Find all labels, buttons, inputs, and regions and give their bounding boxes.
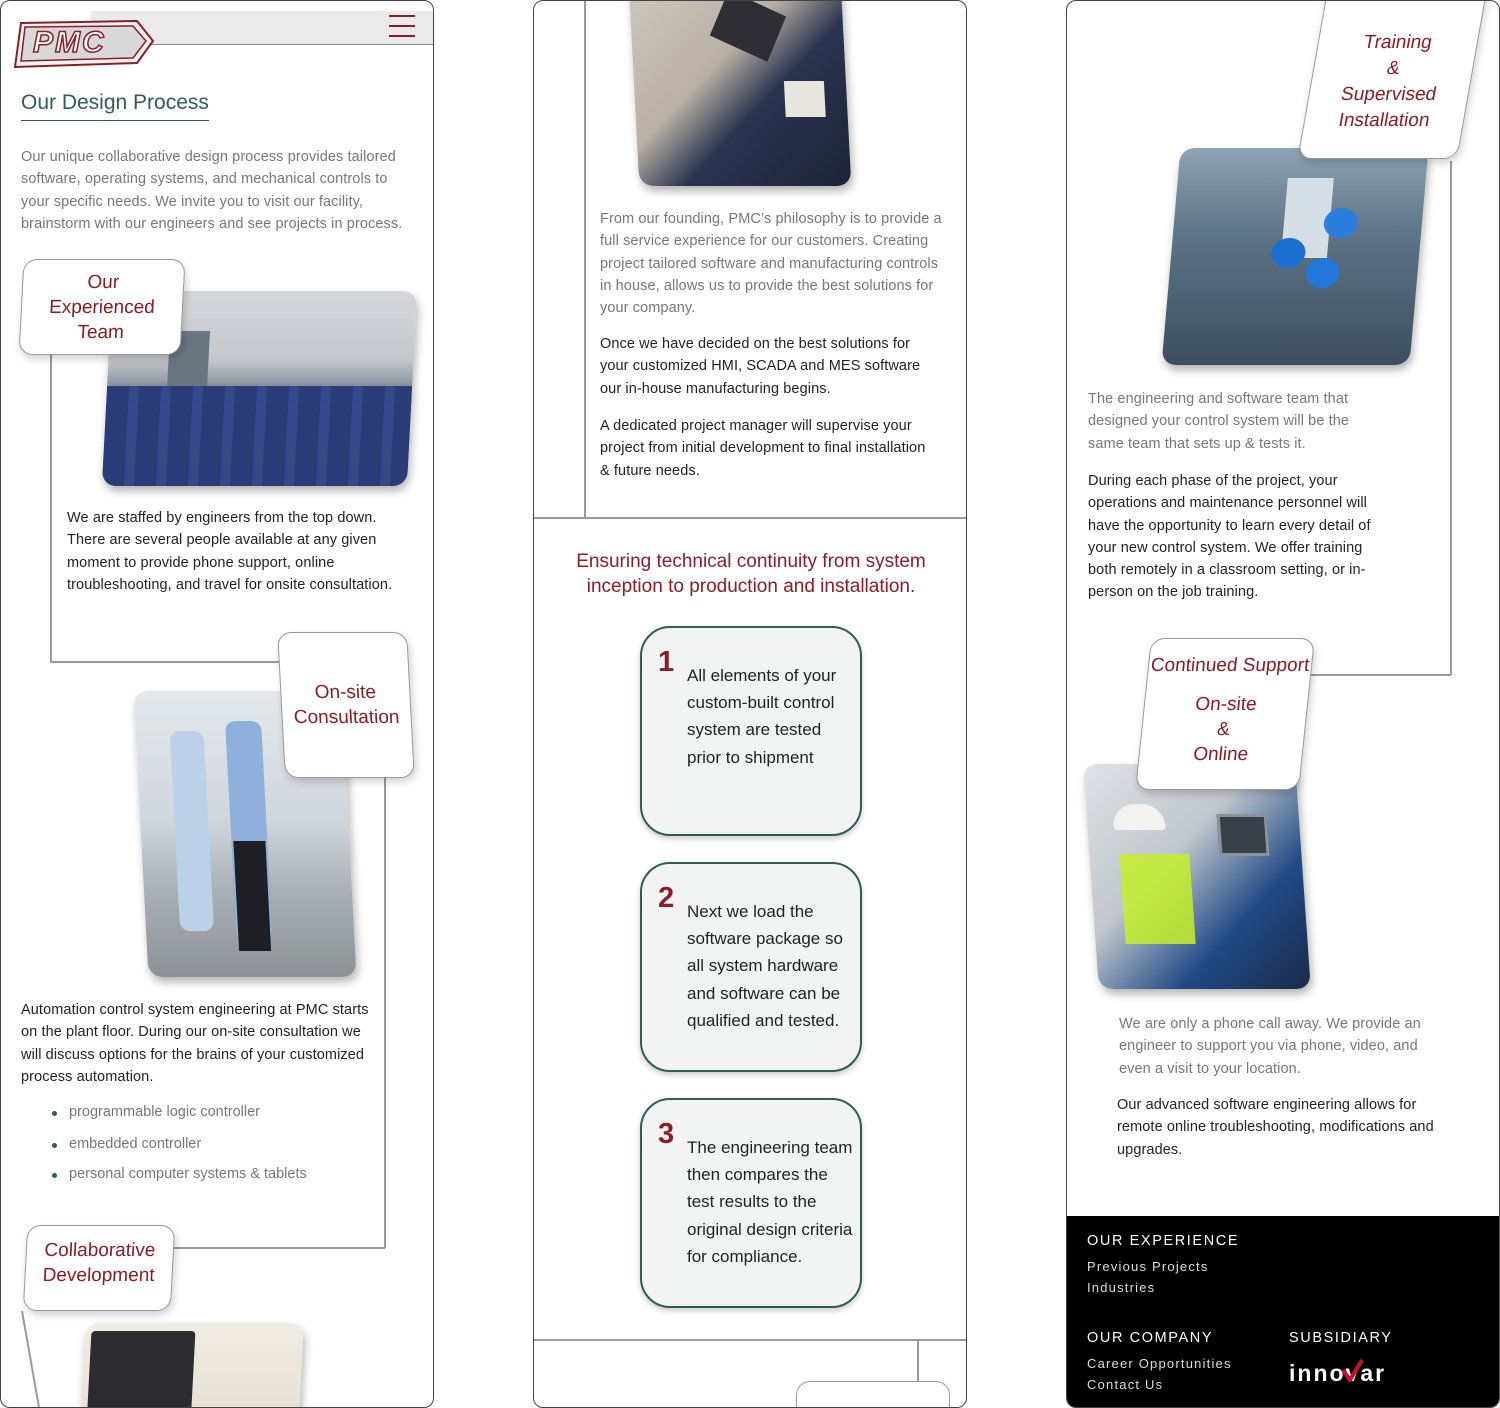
collaborative-tab: Collaborative Development <box>23 1225 176 1311</box>
footer-link-industries[interactable]: Industries <box>1087 1280 1156 1295</box>
panel-training-support <box>1066 0 1500 1408</box>
continuity-heading: Ensuring technical continuity from system inception to production and installation. <box>576 551 926 597</box>
pmc-logo[interactable] <box>9 17 157 69</box>
list-item: programmable logic controller <box>21 1104 401 1120</box>
training-tab: Training & Supervised Installation <box>1297 0 1488 159</box>
support-text-2: Our advanced software engineering allows for remote online troubleshooting, modifications and upgrades. <box>1117 1097 1434 1158</box>
step-3-card <box>640 1098 862 1308</box>
footer-link-previous-projects[interactable]: Previous Projects <box>1087 1259 1209 1274</box>
step-text: All elements of your custom-built control system are tested prior to shipment <box>687 666 837 767</box>
support-text-1: We are only a phone call away. We provide an engineer to support you via phone, video, and even a visit to your location. <box>1119 1016 1421 1077</box>
step-text: The engineering team then compares the test results to the original design criteria for compliance. <box>687 1138 853 1266</box>
panel-philosophy <box>533 0 967 1408</box>
philosophy-text: From our founding, PMC’s philosophy is to provide a full service experience for our customers. Creating project tailored software and manufacturing controls in house, allows us to provide the best solutions for your company. <box>600 211 942 317</box>
panel-design-process <box>0 0 434 1408</box>
training-text-2: During each phase of the project, your operations and maintenance personnel will have the opportunity to learn every detail of your new control system. We offer training both remotely in a classroom setting, or in-person on the job training. <box>1088 473 1371 601</box>
innovar-logo[interactable] <box>1289 1360 1386 1387</box>
onsite-text: Automation control system engineering at PMC starts on the plant floor. During our on-site consultation we will discuss options for the brains of your customized process automation. <box>21 1002 369 1085</box>
step-2-card <box>640 862 862 1072</box>
footer-experience-heading: OUR EXPERIENCE <box>1087 1233 1240 1249</box>
support-tab: Continued Support On-site & Online <box>1135 638 1315 790</box>
step-1-card <box>640 626 862 836</box>
next-section-tab <box>796 1381 950 1408</box>
footer-company-heading: OUR COMPANY <box>1087 1330 1214 1346</box>
team-tab: Our Experienced Team <box>18 259 185 355</box>
onsite-tab: On-site Consultation <box>277 632 415 778</box>
pmc-logo-text: PMC <box>33 26 106 59</box>
page-title: Our Design Process <box>21 91 209 121</box>
list-item: personal computer systems & tablets <box>21 1166 401 1182</box>
training-photo <box>1162 148 1429 365</box>
support-photo <box>1083 764 1311 989</box>
innovar-logo-text: innovar <box>1289 1360 1387 1386</box>
checkmark-icon <box>1341 1358 1363 1382</box>
step-number: 2 <box>658 882 675 914</box>
collaborative-photo <box>80 1323 304 1408</box>
footer <box>1067 1216 1500 1408</box>
intro-text: Our unique collaborative design process provides tailored software, operating systems, and mechanical controls to your specific needs. We invite you to visit our facility, brainstorm with our engineers and see projects in process. <box>21 149 403 232</box>
project-manager-text: A dedicated project manager will supervise your project from initial development to final installation & future needs. <box>600 418 926 479</box>
step-text: Next we load the software package so all system hardware and software can be qualified and tested. <box>687 902 843 1030</box>
footer-subsidiary-heading: SUBSIDIARY <box>1289 1330 1393 1346</box>
bullet-list <box>21 1104 401 1193</box>
meeting-photo <box>629 0 852 186</box>
step-number: 1 <box>658 646 675 678</box>
footer-link-careers[interactable]: Career Opportunities <box>1087 1356 1232 1371</box>
list-item: embedded controller <box>21 1136 401 1152</box>
training-text-1: The engineering and software team that designed your control system will be the same team that sets up & tests it. <box>1088 391 1350 452</box>
hamburger-menu-icon[interactable] <box>389 15 415 39</box>
manufacturing-text: Once we have decided on the best solutions for your customized HMI, SCADA and MES software our in-house manufacturing begins. <box>600 336 921 397</box>
team-text: We are staffed by engineers from the top down. There are several people available at any given moment to provide phone support, online troubleshooting, and travel for onsite consultation. <box>67 510 393 593</box>
footer-link-contact[interactable]: Contact Us <box>1087 1377 1164 1392</box>
step-number: 3 <box>658 1118 675 1150</box>
